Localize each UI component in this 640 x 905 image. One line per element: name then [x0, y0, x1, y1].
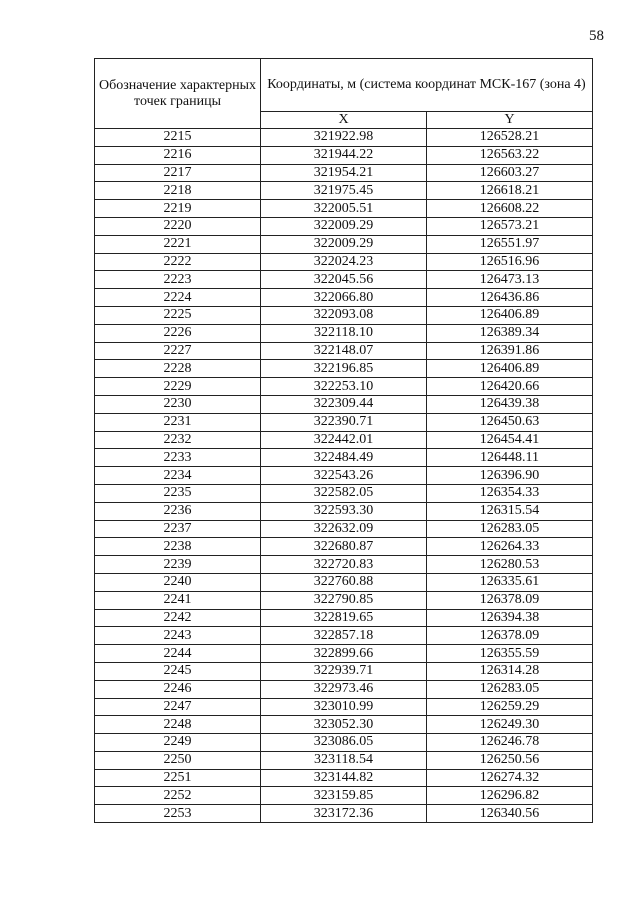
- x-coordinate-cell: 321954.21: [261, 164, 427, 182]
- y-coordinate-cell: 126420.66: [427, 378, 593, 396]
- y-coordinate-cell: 126450.63: [427, 413, 593, 431]
- table-row: [95, 538, 593, 556]
- y-coordinate-cell: 126280.53: [427, 556, 593, 574]
- table-row: [95, 680, 593, 698]
- point-id-cell: 2246: [95, 680, 261, 698]
- point-id-cell: 2235: [95, 484, 261, 502]
- y-coordinate-cell: 126314.28: [427, 662, 593, 680]
- table-row: [95, 395, 593, 413]
- point-id-cell: 2215: [95, 129, 261, 147]
- table-row: [95, 235, 593, 253]
- point-id-cell: 2248: [95, 716, 261, 734]
- table-row: [95, 431, 593, 449]
- y-coordinate-cell: 126394.38: [427, 609, 593, 627]
- y-coordinate-cell: 126436.86: [427, 289, 593, 307]
- y-coordinate-cell: 126389.34: [427, 324, 593, 342]
- y-coordinate-cell: 126608.22: [427, 200, 593, 218]
- point-id-cell: 2252: [95, 787, 261, 805]
- table-row: [95, 751, 593, 769]
- table-row: [95, 289, 593, 307]
- y-coordinate-cell: 126335.61: [427, 573, 593, 591]
- coordinates-table: [94, 58, 593, 823]
- table-row: [95, 449, 593, 467]
- table-row: [95, 324, 593, 342]
- x-coordinate-cell: 322760.88: [261, 573, 427, 591]
- x-coordinate-cell: 323010.99: [261, 698, 427, 716]
- x-coordinate-cell: 322720.83: [261, 556, 427, 574]
- point-id-cell: 2242: [95, 609, 261, 627]
- x-coordinate-cell: 323052.30: [261, 716, 427, 734]
- x-coordinate-cell: 322253.10: [261, 378, 427, 396]
- x-coordinate-cell: 322309.44: [261, 395, 427, 413]
- x-column-header: X: [261, 112, 427, 129]
- x-coordinate-cell: 323118.54: [261, 751, 427, 769]
- x-coordinate-cell: 321975.45: [261, 182, 427, 200]
- table-row: [95, 306, 593, 324]
- table-row: [95, 342, 593, 360]
- table-row: [95, 698, 593, 716]
- x-coordinate-cell: 322680.87: [261, 538, 427, 556]
- page-number: 58: [589, 28, 604, 44]
- table-body: [95, 129, 593, 823]
- y-coordinate-cell: 126406.89: [427, 360, 593, 378]
- x-coordinate-cell: 322093.08: [261, 306, 427, 324]
- y-coordinate-cell: 126355.59: [427, 645, 593, 663]
- point-column-header: Обозначение характерных точек границы: [95, 59, 261, 129]
- point-id-cell: 2243: [95, 627, 261, 645]
- y-coordinate-cell: 126246.78: [427, 734, 593, 752]
- y-coordinate-cell: 126296.82: [427, 787, 593, 805]
- table-row: [95, 573, 593, 591]
- x-coordinate-cell: 321922.98: [261, 129, 427, 147]
- y-coordinate-cell: 126391.86: [427, 342, 593, 360]
- y-coordinate-cell: 126473.13: [427, 271, 593, 289]
- table-row: [95, 467, 593, 485]
- y-coordinate-cell: 126603.27: [427, 164, 593, 182]
- y-coordinate-cell: 126378.09: [427, 627, 593, 645]
- x-coordinate-cell: 322045.56: [261, 271, 427, 289]
- table-row: [95, 645, 593, 663]
- point-id-cell: 2225: [95, 306, 261, 324]
- x-coordinate-cell: 322939.71: [261, 662, 427, 680]
- table-row: [95, 378, 593, 396]
- y-coordinate-cell: 126283.05: [427, 520, 593, 538]
- x-coordinate-cell: 322009.29: [261, 235, 427, 253]
- x-coordinate-cell: 323086.05: [261, 734, 427, 752]
- x-coordinate-cell: 323172.36: [261, 805, 427, 823]
- y-coordinate-cell: 126250.56: [427, 751, 593, 769]
- point-id-cell: 2229: [95, 378, 261, 396]
- y-coordinate-cell: 126274.32: [427, 769, 593, 787]
- point-id-cell: 2219: [95, 200, 261, 218]
- y-coordinate-cell: 126528.21: [427, 129, 593, 147]
- point-id-cell: 2218: [95, 182, 261, 200]
- x-coordinate-cell: 322543.26: [261, 467, 427, 485]
- table-row: [95, 502, 593, 520]
- y-coordinate-cell: 126454.41: [427, 431, 593, 449]
- point-id-cell: 2250: [95, 751, 261, 769]
- table-row: [95, 609, 593, 627]
- y-coordinate-cell: 126259.29: [427, 698, 593, 716]
- y-coordinate-cell: 126516.96: [427, 253, 593, 271]
- point-id-cell: 2234: [95, 467, 261, 485]
- x-coordinate-cell: 322819.65: [261, 609, 427, 627]
- y-coordinate-cell: 126448.11: [427, 449, 593, 467]
- point-id-cell: 2233: [95, 449, 261, 467]
- point-id-cell: 2244: [95, 645, 261, 663]
- x-coordinate-cell: 322066.80: [261, 289, 427, 307]
- y-coordinate-cell: 126264.33: [427, 538, 593, 556]
- point-id-cell: 2230: [95, 395, 261, 413]
- table-row: [95, 271, 593, 289]
- x-coordinate-cell: 322009.29: [261, 217, 427, 235]
- point-id-cell: 2231: [95, 413, 261, 431]
- table-row: [95, 591, 593, 609]
- table-row: [95, 129, 593, 147]
- table-row: [95, 805, 593, 823]
- table-row: [95, 146, 593, 164]
- point-id-cell: 2227: [95, 342, 261, 360]
- point-id-cell: 2240: [95, 573, 261, 591]
- x-coordinate-cell: 322148.07: [261, 342, 427, 360]
- table-row: [95, 716, 593, 734]
- point-id-cell: 2253: [95, 805, 261, 823]
- y-coordinate-cell: 126283.05: [427, 680, 593, 698]
- table-row: [95, 627, 593, 645]
- coordinates-column-header: Координаты, м (система координат МСК-167 (зона 4): [261, 59, 593, 112]
- y-coordinate-cell: 126563.22: [427, 146, 593, 164]
- table-row: [95, 164, 593, 182]
- x-coordinate-cell: 322790.85: [261, 591, 427, 609]
- point-id-cell: 2247: [95, 698, 261, 716]
- y-coordinate-cell: 126249.30: [427, 716, 593, 734]
- point-id-cell: 2237: [95, 520, 261, 538]
- y-coordinate-cell: 126551.97: [427, 235, 593, 253]
- x-coordinate-cell: 322582.05: [261, 484, 427, 502]
- y-coordinate-cell: 126406.89: [427, 306, 593, 324]
- point-id-cell: 2222: [95, 253, 261, 271]
- point-id-cell: 2224: [95, 289, 261, 307]
- table-row: [95, 787, 593, 805]
- y-coordinate-cell: 126354.33: [427, 484, 593, 502]
- table-row: [95, 182, 593, 200]
- y-coordinate-cell: 126396.90: [427, 467, 593, 485]
- x-coordinate-cell: 322196.85: [261, 360, 427, 378]
- x-coordinate-cell: 322484.49: [261, 449, 427, 467]
- point-id-cell: 2217: [95, 164, 261, 182]
- point-id-cell: 2221: [95, 235, 261, 253]
- table-row: [95, 217, 593, 235]
- x-coordinate-cell: 322005.51: [261, 200, 427, 218]
- x-coordinate-cell: 322973.46: [261, 680, 427, 698]
- table-row: [95, 769, 593, 787]
- point-id-cell: 2220: [95, 217, 261, 235]
- y-coordinate-cell: 126439.38: [427, 395, 593, 413]
- table-row: [95, 662, 593, 680]
- point-id-cell: 2216: [95, 146, 261, 164]
- table-row: [95, 484, 593, 502]
- point-id-cell: 2236: [95, 502, 261, 520]
- point-id-cell: 2228: [95, 360, 261, 378]
- x-coordinate-cell: 322632.09: [261, 520, 427, 538]
- y-coordinate-cell: 126618.21: [427, 182, 593, 200]
- y-column-header: Y: [427, 112, 593, 129]
- table-row: [95, 520, 593, 538]
- table-row: [95, 253, 593, 271]
- x-coordinate-cell: 322857.18: [261, 627, 427, 645]
- point-id-cell: 2226: [95, 324, 261, 342]
- x-coordinate-cell: 322593.30: [261, 502, 427, 520]
- point-id-cell: 2241: [95, 591, 261, 609]
- table-row: [95, 200, 593, 218]
- x-coordinate-cell: 323144.82: [261, 769, 427, 787]
- x-coordinate-cell: 322118.10: [261, 324, 427, 342]
- point-id-cell: 2251: [95, 769, 261, 787]
- y-coordinate-cell: 126340.56: [427, 805, 593, 823]
- point-id-cell: 2223: [95, 271, 261, 289]
- y-coordinate-cell: 126315.54: [427, 502, 593, 520]
- table-row: [95, 413, 593, 431]
- y-coordinate-cell: 126573.21: [427, 217, 593, 235]
- x-coordinate-cell: 321944.22: [261, 146, 427, 164]
- table-row: [95, 360, 593, 378]
- point-id-cell: 2232: [95, 431, 261, 449]
- x-coordinate-cell: 323159.85: [261, 787, 427, 805]
- table-row: [95, 734, 593, 752]
- point-id-cell: 2238: [95, 538, 261, 556]
- y-coordinate-cell: 126378.09: [427, 591, 593, 609]
- x-coordinate-cell: 322899.66: [261, 645, 427, 663]
- x-coordinate-cell: 322390.71: [261, 413, 427, 431]
- table-row: [95, 556, 593, 574]
- x-coordinate-cell: 322024.23: [261, 253, 427, 271]
- point-id-cell: 2239: [95, 556, 261, 574]
- point-id-cell: 2249: [95, 734, 261, 752]
- point-id-cell: 2245: [95, 662, 261, 680]
- x-coordinate-cell: 322442.01: [261, 431, 427, 449]
